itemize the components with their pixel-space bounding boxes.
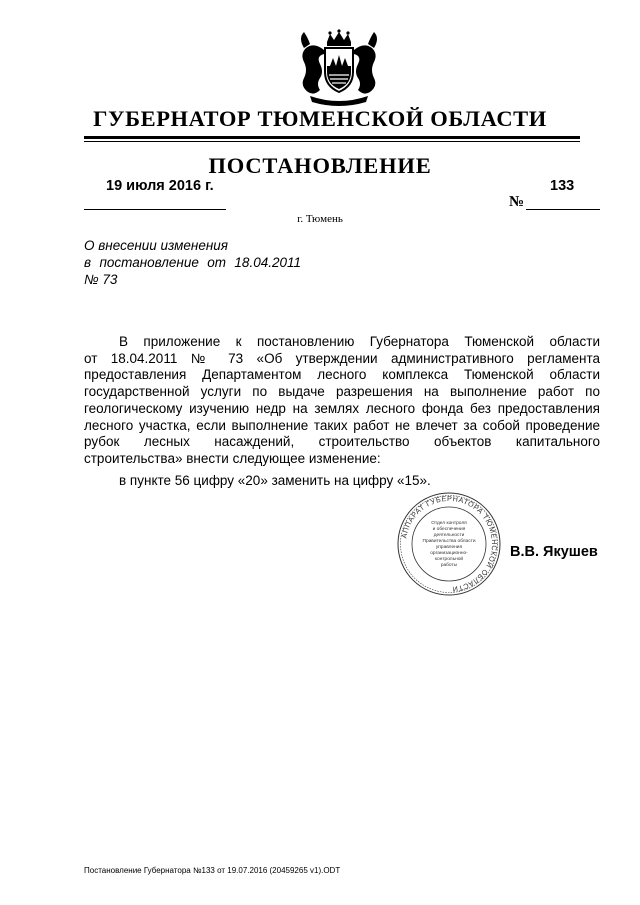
round-seal-stamp-icon [396, 491, 502, 597]
stamp-center-line: деятельности [433, 533, 465, 538]
body-line: строительства» внести следующее изменение: [84, 450, 381, 466]
body-line: государственной услуги по выдаче разрешения на выполнение работ по [84, 384, 600, 400]
stamp-center-line: организационно- [430, 551, 468, 556]
header-rule-thin [84, 141, 580, 142]
stamp-center-line: работы [440, 563, 458, 568]
number-sign: № [509, 194, 525, 210]
document-body [84, 334, 600, 489]
body-line: геологическому изучению недр на землях лесного фонда без предоставления [84, 400, 600, 416]
document-date: 19 июля 2016 г. [106, 178, 214, 194]
stamp-center-line: Отдел контроля [431, 521, 467, 526]
subject-line: О внесении изменения [84, 238, 229, 253]
amendment-item: в пункте 56 цифру «20» заменить на цифру «15». [119, 472, 431, 488]
coat-of-arms-icon [296, 28, 382, 108]
body-line: рубок лесных насаждений, строительство объектов капитального [84, 434, 600, 450]
signer-name: В.В. Якушев [510, 544, 598, 560]
body-line: В приложение к постановлению Губернатора Тюменской области [119, 334, 600, 349]
stamp-center-line: управления [435, 545, 463, 550]
header-rule-thick [84, 136, 580, 139]
stamp-center-line: и обеспечения [432, 527, 466, 532]
place-of-issue: г. Тюмень [297, 213, 343, 225]
stamp-center-line: контрольной [434, 557, 464, 562]
body-line: лесного участка, если выполнение таких работ не влечет за собой проведение [84, 417, 600, 433]
number-underline [526, 209, 600, 210]
date-underline [84, 209, 226, 210]
body-line: предоставления Департаментом лесного комплекса Тюменской области [84, 367, 600, 383]
subject-line: в постановление от 18.04.2011 [84, 255, 301, 270]
stamp-center-line: Правительства области [422, 539, 476, 544]
file-footer: Постановление Губернатора №133 от 19.07.2016 (20459265 v1).ODT [84, 866, 341, 875]
document-type: ПОСТАНОВЛЕНИЕ [208, 153, 432, 178]
body-line: от 18.04.2011 № 73 «Об утверждении административного регламента [84, 350, 600, 366]
document-subject [84, 237, 301, 288]
stamp-ring-text: АППАРАТ ГУБЕРНАТОРА ТЮМЕНСКОЙ ОБЛАСТИ [399, 493, 500, 594]
governor-title: ГУБЕРНАТОР ТЮМЕНСКОЙ ОБЛАСТИ [93, 106, 547, 131]
subject-line: № 73 [84, 272, 118, 287]
document-number: 133 [550, 178, 575, 194]
